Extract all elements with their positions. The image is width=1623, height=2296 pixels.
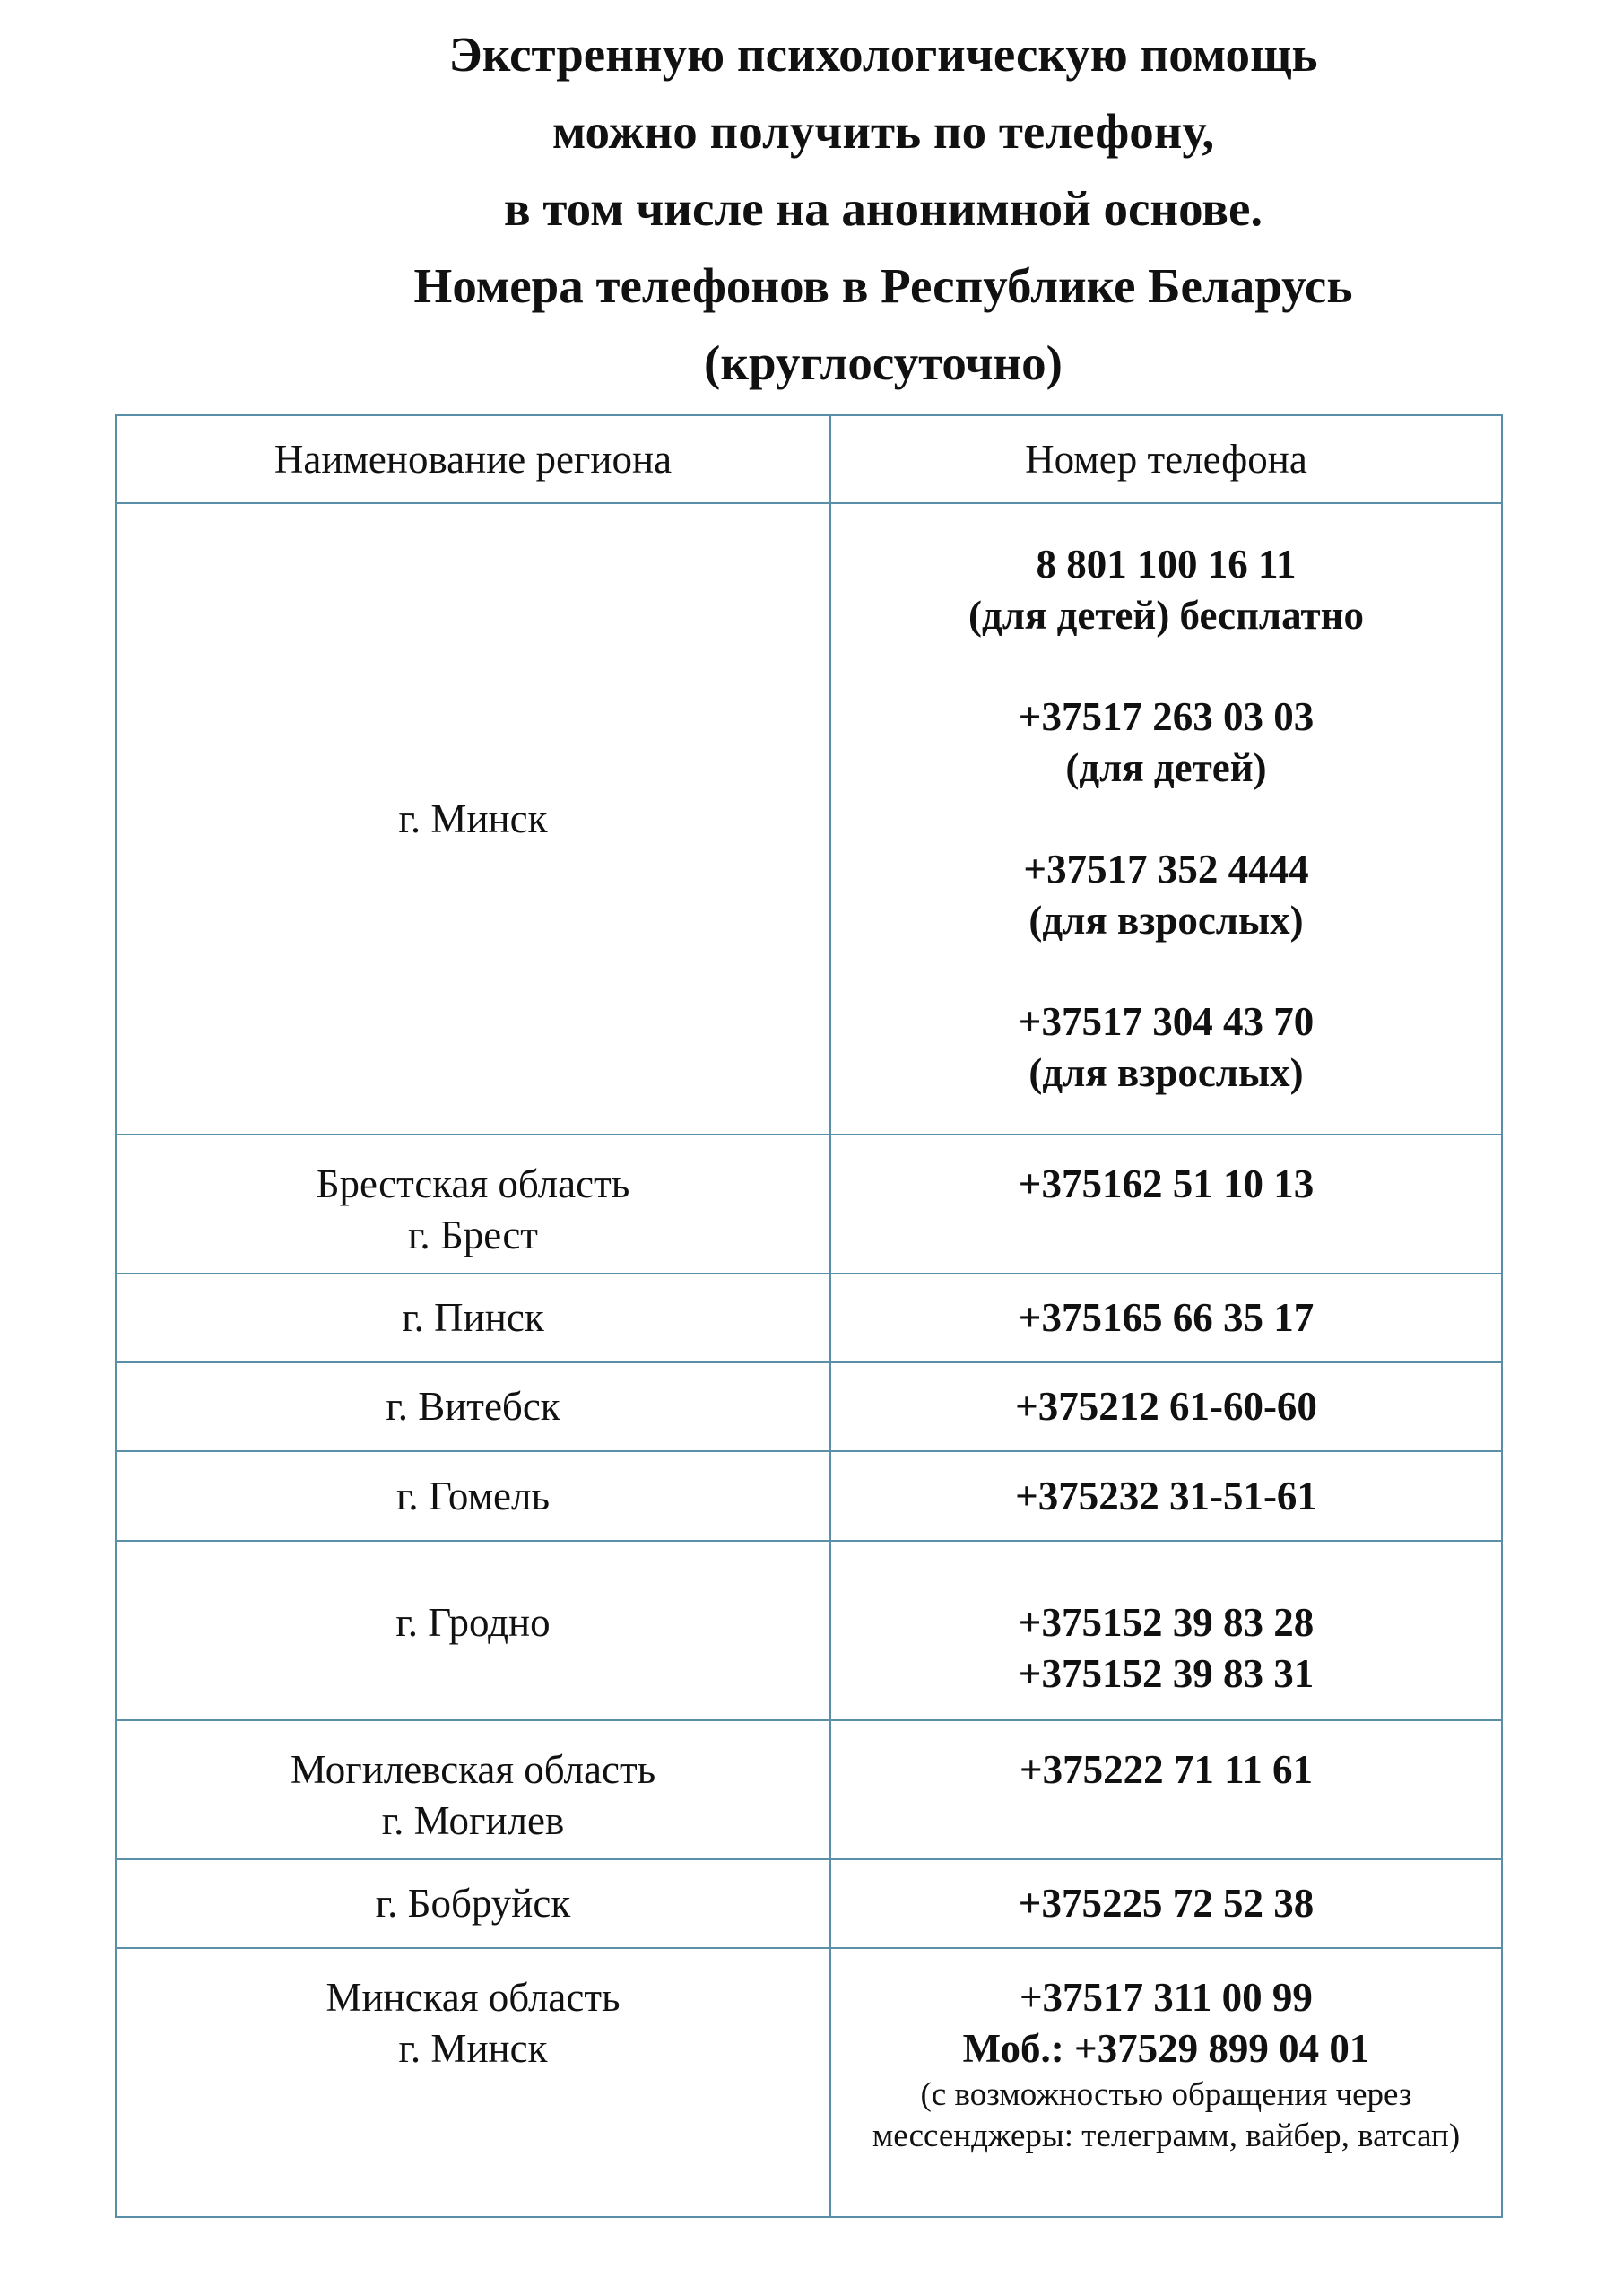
table-row-bobruisk <box>116 1859 1502 1948</box>
region-minsk-region <box>116 1948 830 2217</box>
region-line: г. Могилев <box>381 1798 565 1843</box>
region-pinsk: г. Пинск <box>116 1274 830 1362</box>
phone-note: (для взрослых) <box>1028 1050 1304 1095</box>
phone-pinsk: +375165 66 35 17 <box>830 1274 1502 1362</box>
table-row-minsk <box>116 503 1502 1135</box>
header-region: Наименование региона <box>116 415 830 503</box>
region-vitebsk: г. Витебск <box>116 1362 830 1451</box>
phone-number: 8 801 100 16 11 <box>1036 542 1297 587</box>
phone-plus: + <box>1020 1975 1043 2020</box>
messenger-note: (с возможностью обращения через мессенджеры: телеграмм, вайбер, ватсап) <box>872 2076 1461 2154</box>
region-line: Брестская область <box>316 1161 630 1206</box>
table-header-row <box>116 415 1502 503</box>
phone-number: +37517 304 43 70 <box>1018 999 1315 1044</box>
phone-brest: +375162 51 10 13 <box>830 1135 1502 1274</box>
table-row-pinsk <box>116 1274 1502 1362</box>
phone-table <box>115 414 1503 2218</box>
phone-number: +37517 352 4444 <box>1023 847 1309 891</box>
page-heading <box>296 16 1471 402</box>
phone-mogilev: +375222 71 11 61 <box>830 1720 1502 1859</box>
region-line: г. Минск <box>398 2026 548 2071</box>
region-bobruisk: г. Бобруйск <box>116 1859 830 1948</box>
table-row-mogilev <box>116 1720 1502 1859</box>
phone-vitebsk: +375212 61-60-60 <box>830 1362 1502 1451</box>
table-row-minsk-region <box>116 1948 1502 2217</box>
heading-line-3: в том числе на анонимной основе. <box>503 181 1263 236</box>
phone-note: (для взрослых) <box>1028 898 1304 943</box>
phone-number: +375152 39 83 28 <box>1018 1600 1315 1645</box>
region-gomel: г. Гомель <box>116 1451 830 1541</box>
heading-line-1: Экстренную психологическую помощь <box>448 27 1318 82</box>
spacer <box>831 794 1501 844</box>
table-row-grodno <box>116 1541 1502 1720</box>
phone-cell-minsk <box>830 503 1502 1135</box>
spacer <box>831 641 1501 691</box>
phone-number: +375152 39 83 31 <box>1018 1651 1315 1696</box>
phone-number: +37517 263 03 03 <box>1018 694 1315 739</box>
table-row-brest <box>116 1135 1502 1274</box>
heading-line-5: (круглосуточно) <box>704 335 1063 390</box>
phone-note: (для детей) <box>1065 745 1267 790</box>
region-minsk: г. Минск <box>116 503 830 1135</box>
phone-note: (для детей) бесплатно <box>968 593 1364 638</box>
phone-number <box>831 1972 1501 2023</box>
phone-cell-grodno <box>830 1541 1502 1720</box>
region-mogilev <box>116 1720 830 1859</box>
heading-line-4: Номера телефонов в Республике Беларусь <box>413 258 1353 313</box>
region-line: Минская область <box>325 1975 621 2020</box>
header-phone: Номер телефона <box>830 415 1502 503</box>
region-line: г. Брест <box>408 1213 538 1257</box>
region-grodno: г. Гродно <box>116 1541 830 1720</box>
phone-digits: 37517 311 00 99 <box>1042 1975 1313 2020</box>
phone-cell-minsk-region <box>830 1948 1502 2217</box>
mobile-number: Моб.: +37529 899 04 01 <box>962 2026 1370 2071</box>
phone-gomel: +375232 31-51-61 <box>830 1451 1502 1541</box>
region-brest <box>116 1135 830 1274</box>
table-row-vitebsk <box>116 1362 1502 1451</box>
heading-line-2: можно получить по телефону, <box>551 104 1215 159</box>
spacer <box>831 946 1501 996</box>
region-line: Могилевская область <box>290 1747 656 1792</box>
phone-bobruisk: +375225 72 52 38 <box>830 1859 1502 1948</box>
table-row-gomel <box>116 1451 1502 1541</box>
